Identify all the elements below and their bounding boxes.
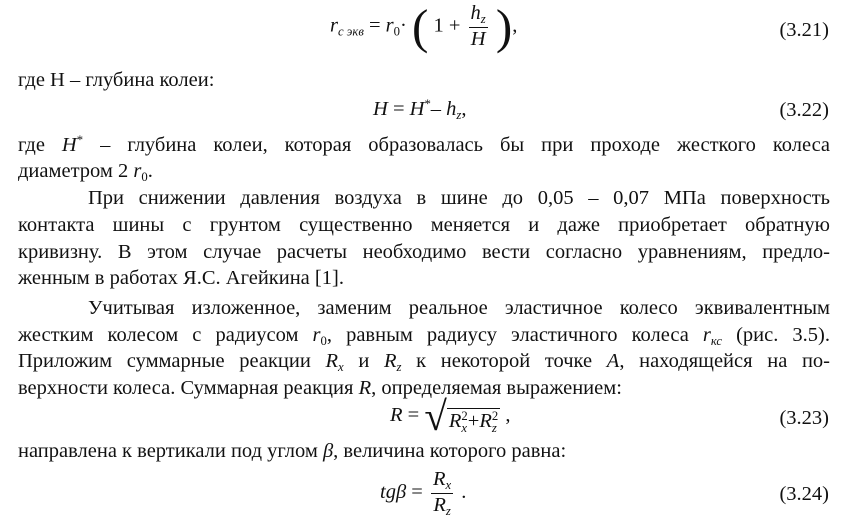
equation-number: (3.23) xyxy=(779,407,829,429)
text-span: верхности колеса. Суммарная реакция xyxy=(18,377,354,399)
paragraph-line xyxy=(18,351,830,374)
paragraph-line: контакта шины с грунтом существенно меняется и даже приобретает обратную xyxy=(18,214,830,236)
equation-3-22 xyxy=(373,98,467,122)
eq-symbol: tgβ xyxy=(380,480,407,503)
eq-symbol: А xyxy=(606,350,620,372)
eq-comma: , xyxy=(461,97,467,120)
eq-symbol: H xyxy=(373,97,388,120)
paragraph-line: женным в работах Я.С. Агейкина [1]. xyxy=(18,267,344,289)
inline-math xyxy=(325,350,344,375)
eq-equals: = xyxy=(407,404,420,427)
frac-numerator xyxy=(469,2,488,28)
eq-subscript: z xyxy=(396,360,402,375)
eq-plus: + xyxy=(467,410,480,433)
eq-superscript: 2 xyxy=(461,409,468,424)
paragraph-line xyxy=(18,441,830,462)
eq-subscript: z xyxy=(480,12,486,27)
equation-number: (3.21) xyxy=(779,19,829,41)
frac-numerator xyxy=(431,468,453,494)
eq-symbol: r xyxy=(133,160,142,182)
paragraph-line xyxy=(18,161,830,184)
eq-fraction xyxy=(469,2,488,51)
eq-comma: , xyxy=(505,404,511,427)
frac-denominator xyxy=(431,494,453,519)
text-span: (рис. 3.5). xyxy=(736,324,831,346)
text-span: , величина которого равна: xyxy=(333,440,567,462)
eq-subscript: кс xyxy=(710,334,722,349)
eq-subscript: z xyxy=(491,420,497,435)
text-span: . xyxy=(147,160,153,182)
text-span: , равным радиусу эластичного колеса xyxy=(326,324,689,346)
eq-subscript: 0 xyxy=(320,334,327,349)
paragraph-line: При снижении давления воздуха в шине до 0,05 – 0,07 МПа поверхность xyxy=(88,187,830,209)
equation-number: (3.22) xyxy=(779,99,829,121)
eq-symbol: r xyxy=(312,324,321,346)
inline-math xyxy=(384,350,402,375)
eq-symbol: h xyxy=(470,2,481,24)
text-span: диаметром 2 xyxy=(18,160,129,182)
equation-3-21 xyxy=(330,0,518,54)
eq-close-paren: ) xyxy=(495,0,513,54)
eq-equals: = xyxy=(392,97,405,120)
eq-one-plus: 1 + xyxy=(433,14,461,37)
eq-symbol: H xyxy=(61,133,77,156)
eq-symbol: R xyxy=(432,468,446,490)
eq-symbol: R xyxy=(390,404,403,427)
eq-superscript: * xyxy=(76,133,84,147)
eq-dot: · xyxy=(400,14,407,37)
eq-subscript: 0 xyxy=(141,170,148,185)
eq-subscript: z xyxy=(456,108,462,123)
text-span: где xyxy=(18,133,45,156)
inline-math xyxy=(62,134,83,156)
eq-symbol: r xyxy=(385,14,394,37)
sqrt-icon: √ xyxy=(424,393,447,439)
eq-symbol: β xyxy=(322,440,334,462)
eq-symbol: R xyxy=(479,410,492,433)
equation-3-24 xyxy=(380,468,466,518)
paragraph-line xyxy=(18,134,830,155)
equation-3-23 xyxy=(390,393,511,439)
paragraph-line: кривизну. В этом случае расчеты необходимо вести согласно уравнениям, предло- xyxy=(18,241,830,263)
eq-minus: – xyxy=(430,97,442,120)
eq-period: . xyxy=(461,480,467,503)
eq-equals: = xyxy=(411,480,423,503)
eq-comma: , xyxy=(512,14,518,37)
eq-subscript: 0 xyxy=(393,24,401,39)
eq-symbol: r xyxy=(330,14,338,37)
eq-fraction xyxy=(431,468,453,518)
text-span: – глубина колеи, которая образовалась бы при проходе жесткого колеса xyxy=(100,133,831,156)
frac-denominator xyxy=(469,28,488,52)
eq-radicand xyxy=(447,408,500,434)
eq-subscript: x xyxy=(338,360,344,375)
text-span: направлена к вертикали под углом xyxy=(18,440,318,462)
paragraph-line xyxy=(18,325,830,348)
eq-subscript: z xyxy=(445,503,451,518)
inline-math xyxy=(607,350,830,372)
eq-symbol: R xyxy=(448,410,462,433)
inline-math xyxy=(702,324,722,349)
text-span: Приложим суммарные реакции xyxy=(18,350,311,372)
inline-math xyxy=(312,324,689,349)
text-span: жестким колесом с радиусом xyxy=(18,324,299,346)
eq-subscript: с экв xyxy=(337,24,364,39)
text-span: , находящейся на по- xyxy=(619,350,831,372)
eq-symbol: R xyxy=(358,377,372,399)
eq-open-paren: ( xyxy=(411,0,429,54)
eq-subscript: x xyxy=(461,420,468,435)
eq-symbol: R xyxy=(325,350,339,372)
equation-number: (3.24) xyxy=(779,483,829,505)
text-line: где Н – глубина колеи: xyxy=(18,69,215,91)
eq-subscript: x xyxy=(445,478,452,493)
eq-symbol: H xyxy=(470,27,486,50)
text-span: к некоторой точке xyxy=(416,350,593,372)
eq-equals: = xyxy=(368,14,381,37)
eq-symbol: R xyxy=(433,493,446,516)
text-span: , определяемая выражением: xyxy=(371,377,622,399)
eq-symbol: h xyxy=(446,97,457,120)
paragraph-line: Учитывая изложенное, заменим реальное эластичное колесо эквивалентным xyxy=(88,297,830,319)
eq-symbol: r xyxy=(702,324,711,346)
eq-symbol: H xyxy=(409,97,425,120)
eq-superscript: 2 xyxy=(491,409,499,424)
eq-sqrt xyxy=(424,393,500,439)
eq-superscript: * xyxy=(424,97,431,111)
eq-symbol: R xyxy=(384,350,397,372)
text-span: и xyxy=(358,350,370,372)
